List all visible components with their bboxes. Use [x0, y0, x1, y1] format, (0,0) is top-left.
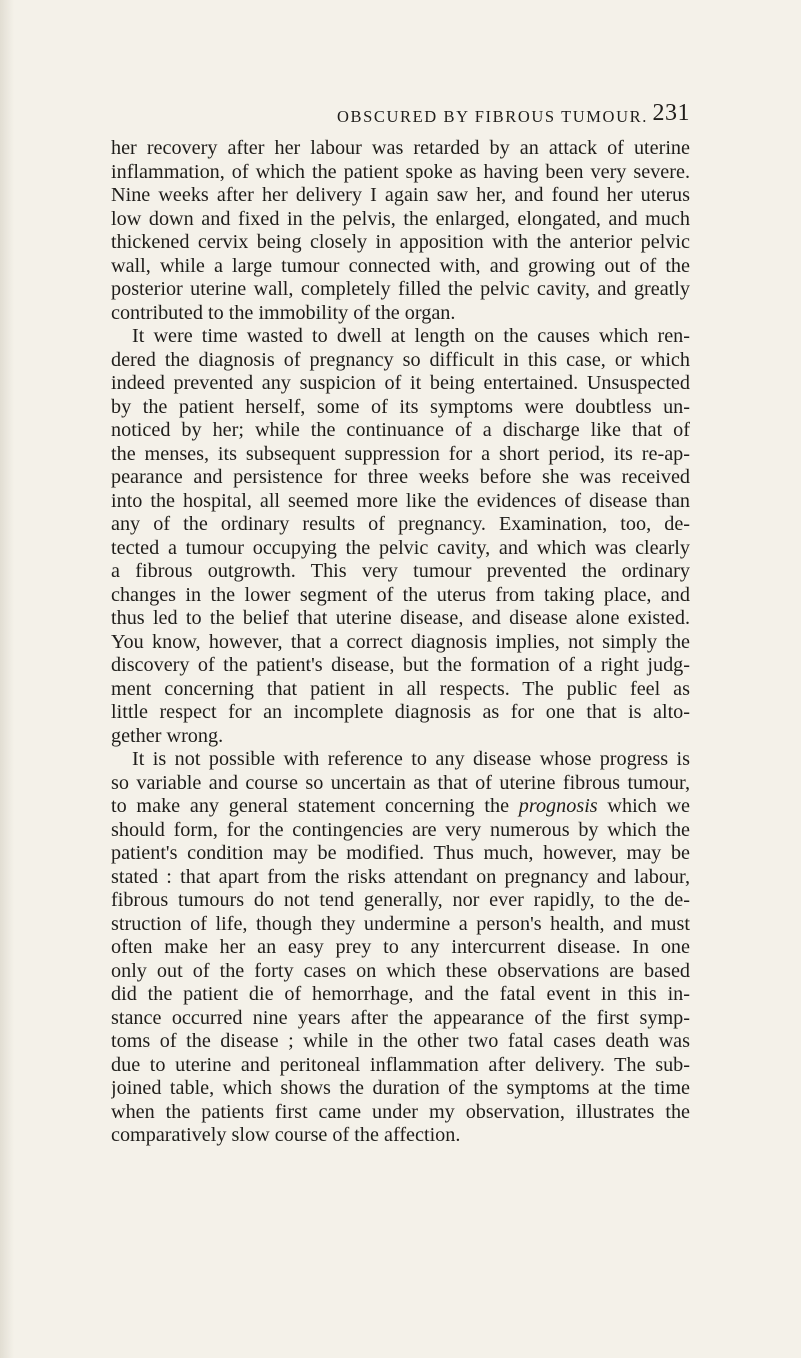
- text-line: changes in the lower segment of the uterus from taking place, and: [111, 583, 690, 606]
- text-line: discovery of the patient's disease, but the formation of a right judg-: [111, 654, 690, 676]
- text-line: when the patients first came under my observation, illustrates the: [111, 1100, 690, 1123]
- text-line: You know, however, that a correct diagnosis implies, not simply the: [111, 630, 690, 653]
- text-line: should form, for the contingencies are very numerous by which the: [111, 818, 690, 841]
- body-text: [111, 137, 690, 1148]
- text-line: thickened cervix being closely in apposition with the anterior pelvic: [111, 231, 690, 253]
- text-line: into the hospital, all seemed more like the evidences of disease than: [111, 489, 690, 512]
- paragraph-1: [111, 137, 690, 325]
- page-number: 231: [652, 100, 690, 126]
- italic-term: prognosis: [518, 795, 598, 817]
- text-line: struction of life, though they undermine a person's health, and must: [111, 912, 690, 935]
- text-line: joined table, which shows the duration of the symptoms at the time: [111, 1077, 690, 1099]
- text-line: often make her an easy prey to any intercurrent disease. In one: [111, 936, 690, 958]
- text-line: any of the ordinary results of pregnancy. Examination, too, de-: [111, 513, 690, 535]
- text-line: posterior uterine wall, completely filled the pelvic cavity, and greatly: [111, 278, 690, 300]
- text-line: inflammation, of which the patient spoke as having been very severe.: [111, 160, 690, 183]
- text-line: stated : that apart from the risks attendant on pregnancy and labour,: [111, 865, 690, 888]
- text-line: her recovery after her labour was retarded by an attack of uterine: [111, 137, 690, 159]
- text-line: contributed to the immobility of the organ.: [111, 301, 456, 324]
- text-line: wall, while a large tumour connected with, and growing out of the: [111, 254, 690, 277]
- text-line: tected a tumour occupying the pelvic cavity, and which was clearly: [111, 536, 690, 559]
- text-line: a fibrous outgrowth. This very tumour prevented the ordinary: [111, 560, 690, 582]
- text-line: low down and fixed in the pelvis, the enlarged, elongated, and much: [111, 207, 690, 230]
- text-line: noticed by her; while the continuance of a discharge like that of: [111, 419, 690, 441]
- text-line: so variable and course so uncertain as that of uterine fibrous tumour,: [111, 771, 690, 794]
- paragraph-2: [111, 325, 690, 748]
- text-line: It were time wasted to dwell at length on the causes which ren-: [132, 325, 690, 347]
- text-line: patient's condition may be modified. Thus much, however, may be: [111, 842, 690, 864]
- text-line: indeed prevented any suspicion of it being entertained. Unsuspected: [111, 372, 690, 394]
- text-line: little respect for an incomplete diagnosis as for one that is alto-: [111, 701, 690, 723]
- page-gutter-shadow: [0, 0, 14, 1358]
- running-head: [255, 100, 690, 130]
- text-line: It is not possible with reference to any disease whose progress is: [132, 748, 690, 770]
- text-line: by the patient herself, some of its symptoms were doubtless un-: [111, 395, 690, 418]
- text-line: Nine weeks after her delivery I again saw her, and found her uterus: [111, 184, 690, 206]
- text-line: due to uterine and peritoneal inflammation after delivery. The sub-: [111, 1053, 690, 1076]
- text-line: only out of the forty cases on which these observations are based: [111, 959, 690, 982]
- text-line: did the patient die of hemorrhage, and the fatal event in this in-: [111, 983, 690, 1005]
- text-line: gether wrong.: [111, 724, 224, 747]
- text-line: to make any general statement concerning the prognosis which we: [111, 795, 690, 817]
- text-line: thus led to the belief that uterine disease, and disease alone existed.: [111, 607, 690, 629]
- text-line: stance occurred nine years after the appearance of the first symp-: [111, 1006, 690, 1029]
- text-line: comparatively slow course of the affection.: [111, 1124, 461, 1146]
- text-line: dered the diagnosis of pregnancy so difficult in this case, or which: [111, 348, 690, 371]
- text-line: toms of the disease ; while in the other two fatal cases death was: [111, 1030, 690, 1052]
- running-title: OBSCURED BY FIBROUS TUMOUR.: [337, 107, 648, 126]
- paragraph-3: [111, 748, 690, 1148]
- text-line: ment concerning that patient in all respects. The public feel as: [111, 677, 690, 700]
- text-line: fibrous tumours do not tend generally, nor ever rapidly, to the de-: [111, 889, 690, 911]
- text-line: the menses, its subsequent suppression for a short period, its re-ap-: [111, 442, 690, 465]
- text-line: pearance and persistence for three weeks before she was received: [111, 466, 690, 488]
